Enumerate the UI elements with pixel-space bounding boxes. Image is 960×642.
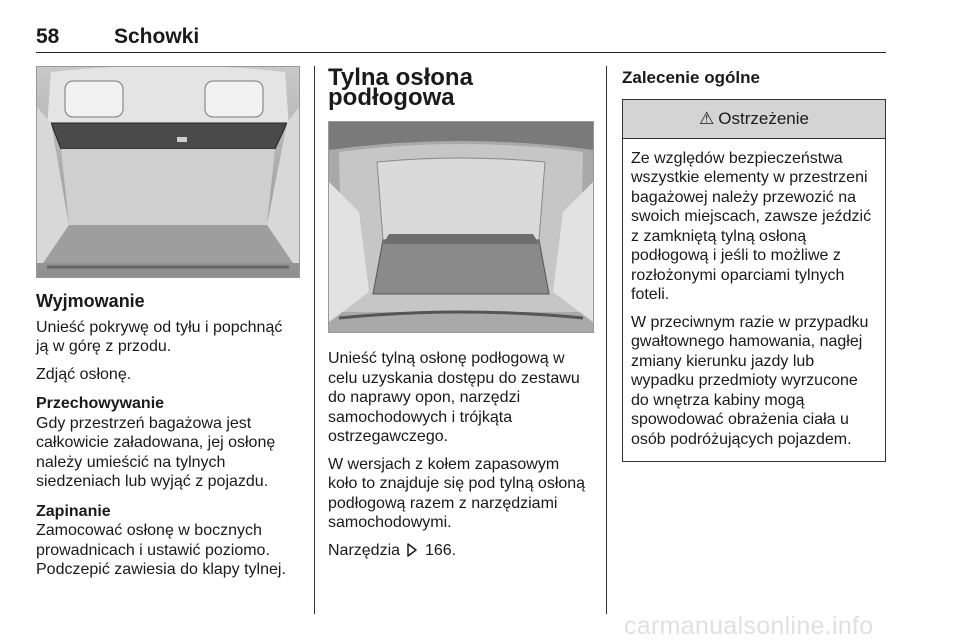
- subheading-removal: Wyjmowanie: [36, 291, 145, 311]
- luggage-cover-photo: [36, 66, 300, 278]
- reference-label: Narzędzia: [328, 541, 401, 559]
- paragraph: Ze względów bezpieczeństwa wszystkie elementy w przestrzeni bagażowej należy przewozić na swoich miejscach, zawsze jeździć z zamkniętą tylną osłoną podłogową i jeśli to możliwe z rozłożonymi oparciami tylnych foteli.: [631, 149, 872, 303]
- paragraph: Unieść tylną osłonę podłogową w celu uzyskania dostępu do zestawu do naprawy opon, narzędzi samochodowych i trójkąta ostrzegawczego.: [328, 350, 580, 445]
- paragraph: Unieść pokrywę od tyłu i popchnąć ją w górę z przodu.: [36, 318, 283, 355]
- column-middle: [328, 66, 592, 570]
- warning-box: [622, 99, 886, 463]
- reference-page: 166.: [424, 541, 457, 559]
- warning-title: Ostrzeżenie: [718, 108, 809, 128]
- paragraph: Gdy przestrzeń bagażowa jest całkowicie załadowana, jej osłonę należy umieścić na tylnych siedzeniach lub wyjąć z pojazdu.: [36, 414, 276, 490]
- section-heading: Tylna osłona podłogowa: [328, 64, 473, 111]
- paragraph: Zamocować osłonę w bocznych prowadnicach i ustawić poziomo. Podczepić zawiesia do klapy tylnej.: [36, 522, 286, 578]
- paragraph: W przeciwnym razie w przypadku gwałtownego hamowania, nagłej zmiany kierunku jazdy lub wypadku przedmioty wyrzucone do wnętrza kabiny mogą spowodować obrażenia ciała u osób podróżujących pojazdem.: [631, 313, 869, 448]
- watermark: carmanualsonline.info: [624, 612, 874, 640]
- column-divider: [314, 66, 315, 614]
- warning-triangle-icon: ⚠: [699, 108, 715, 128]
- section-heading: Zalecenie ogólne: [622, 68, 760, 87]
- column-left: [36, 66, 298, 588]
- paragraph: Zdjąć osłonę.: [36, 365, 132, 383]
- running-title: Schowki: [114, 25, 200, 48]
- page-header: [36, 22, 886, 53]
- cross-reference[interactable]: [328, 541, 592, 563]
- subheading-mounting: Zapinanie: [36, 502, 111, 520]
- reference-arrow-icon: [406, 543, 418, 563]
- page-number: 58: [36, 25, 60, 48]
- floor-cover-photo: [328, 121, 594, 333]
- column-divider: [606, 66, 607, 614]
- paragraph: W wersjach z kołem zapasowym koło to znajduje się pod tylną osłoną podłogową razem z narzędziami samochodowymi.: [328, 455, 586, 531]
- warning-body: [623, 139, 885, 462]
- subheading-storage: Przechowywanie: [36, 395, 165, 412]
- warning-header: [623, 100, 885, 139]
- column-right: [622, 66, 886, 462]
